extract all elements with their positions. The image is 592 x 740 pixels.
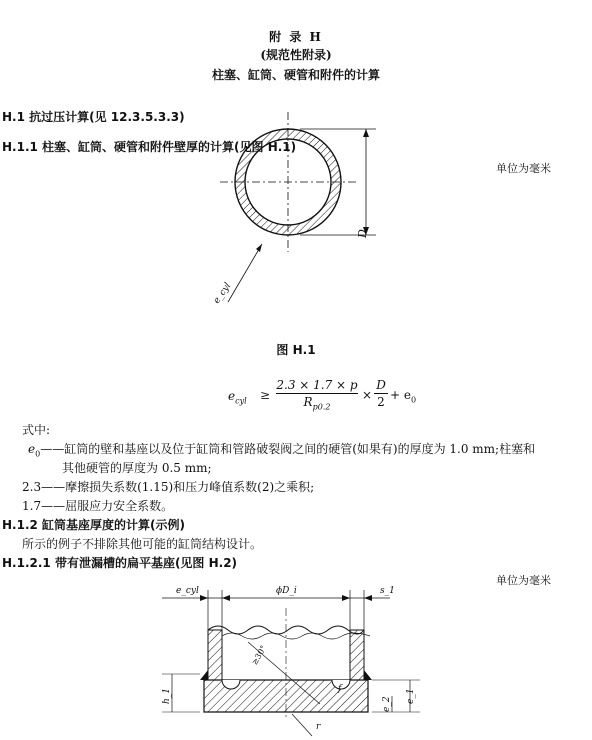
where-e0-line1 [28, 440, 535, 458]
unit-label-2: 单位为毫米 [496, 574, 551, 587]
fig2-label-h1: h_1 [162, 687, 172, 704]
wall-thickness-formula [228, 378, 417, 414]
figure-h1 [0, 0, 592, 330]
appendix-subtitle: (规范性附录) [260, 48, 332, 62]
formula-plus-sub: 0 [410, 395, 417, 405]
formula-num1: 2.3 × 1.7 × p [276, 378, 358, 392]
where-e0-line2: 其他硬管的厚度为 0.5 mm; [62, 461, 212, 475]
formula-num2: D [376, 378, 386, 392]
where-17: 1.7——屈服应力安全系数。 [22, 499, 174, 513]
formula-den1: R [303, 395, 313, 409]
fig2-label-f: f [338, 684, 342, 694]
dim-label-d: D [356, 229, 369, 238]
dim-label-ecyl: e_cyl [212, 281, 234, 306]
formula-plus: + e [390, 388, 411, 402]
formula-den2: 2 [377, 395, 385, 409]
appendix-heading: 柱塞、缸筒、硬管和附件的计算 [211, 68, 380, 82]
where-e0-symbol: e [28, 442, 36, 456]
where-intro: 式中: [22, 423, 51, 437]
fig2-label-e1: e_1 [406, 688, 416, 704]
fig2-label-r: r [316, 722, 321, 732]
section-h1-2-1: H.1.2.1 带有泄漏槽的扁平基座(见图 H.2) [2, 556, 238, 570]
fig2-label-angle: ≥30° [250, 643, 269, 667]
section-h1-1: H.1.1 柱塞、缸筒、硬管和附件壁厚的计算(见图 H.1) [2, 140, 297, 154]
figure-h2 [0, 580, 592, 740]
section-h1-2-text: 所示的例子不排除其他可能的缸筒结构设计。 [22, 537, 263, 551]
pipe-cross-section [220, 112, 376, 302]
section-h1-2: H.1.2 缸筒基座厚度的计算(示例) [2, 518, 186, 532]
formula-times: × [362, 388, 373, 402]
fig2-label-e2: e_2 [382, 696, 392, 712]
where-23: 2.3——摩擦损失系数(1.15)和压力峰值系数(2)之乘积; [22, 480, 315, 494]
figure-h1-caption: 图 H.1 [276, 343, 316, 357]
formula-lhs: e [228, 389, 236, 403]
fig2-label-s1: s_1 [380, 586, 395, 596]
where-e0-sub: 0 [35, 449, 41, 459]
section-h1: H.1 抗过压计算(见 12.3.5.3.3) [2, 110, 185, 124]
formula-rel: ≥ [260, 388, 271, 402]
fig2-label-ecyl: e_cyl [176, 586, 199, 596]
fig2-label-phi: ϕD_i [276, 586, 297, 596]
formula-den1-sub: p0.2 [312, 402, 331, 412]
unit-label-1: 单位为毫米 [496, 162, 551, 175]
appendix-title: 附 录 H [269, 30, 323, 44]
formula-lhs-sub: cyl [235, 396, 247, 406]
where-e0-text: ——缸筒的壁和基座以及位于缸筒和管路破裂阀之间的硬管(如果有)的厚度为 1.0 mm;柱塞和 [40, 442, 536, 456]
